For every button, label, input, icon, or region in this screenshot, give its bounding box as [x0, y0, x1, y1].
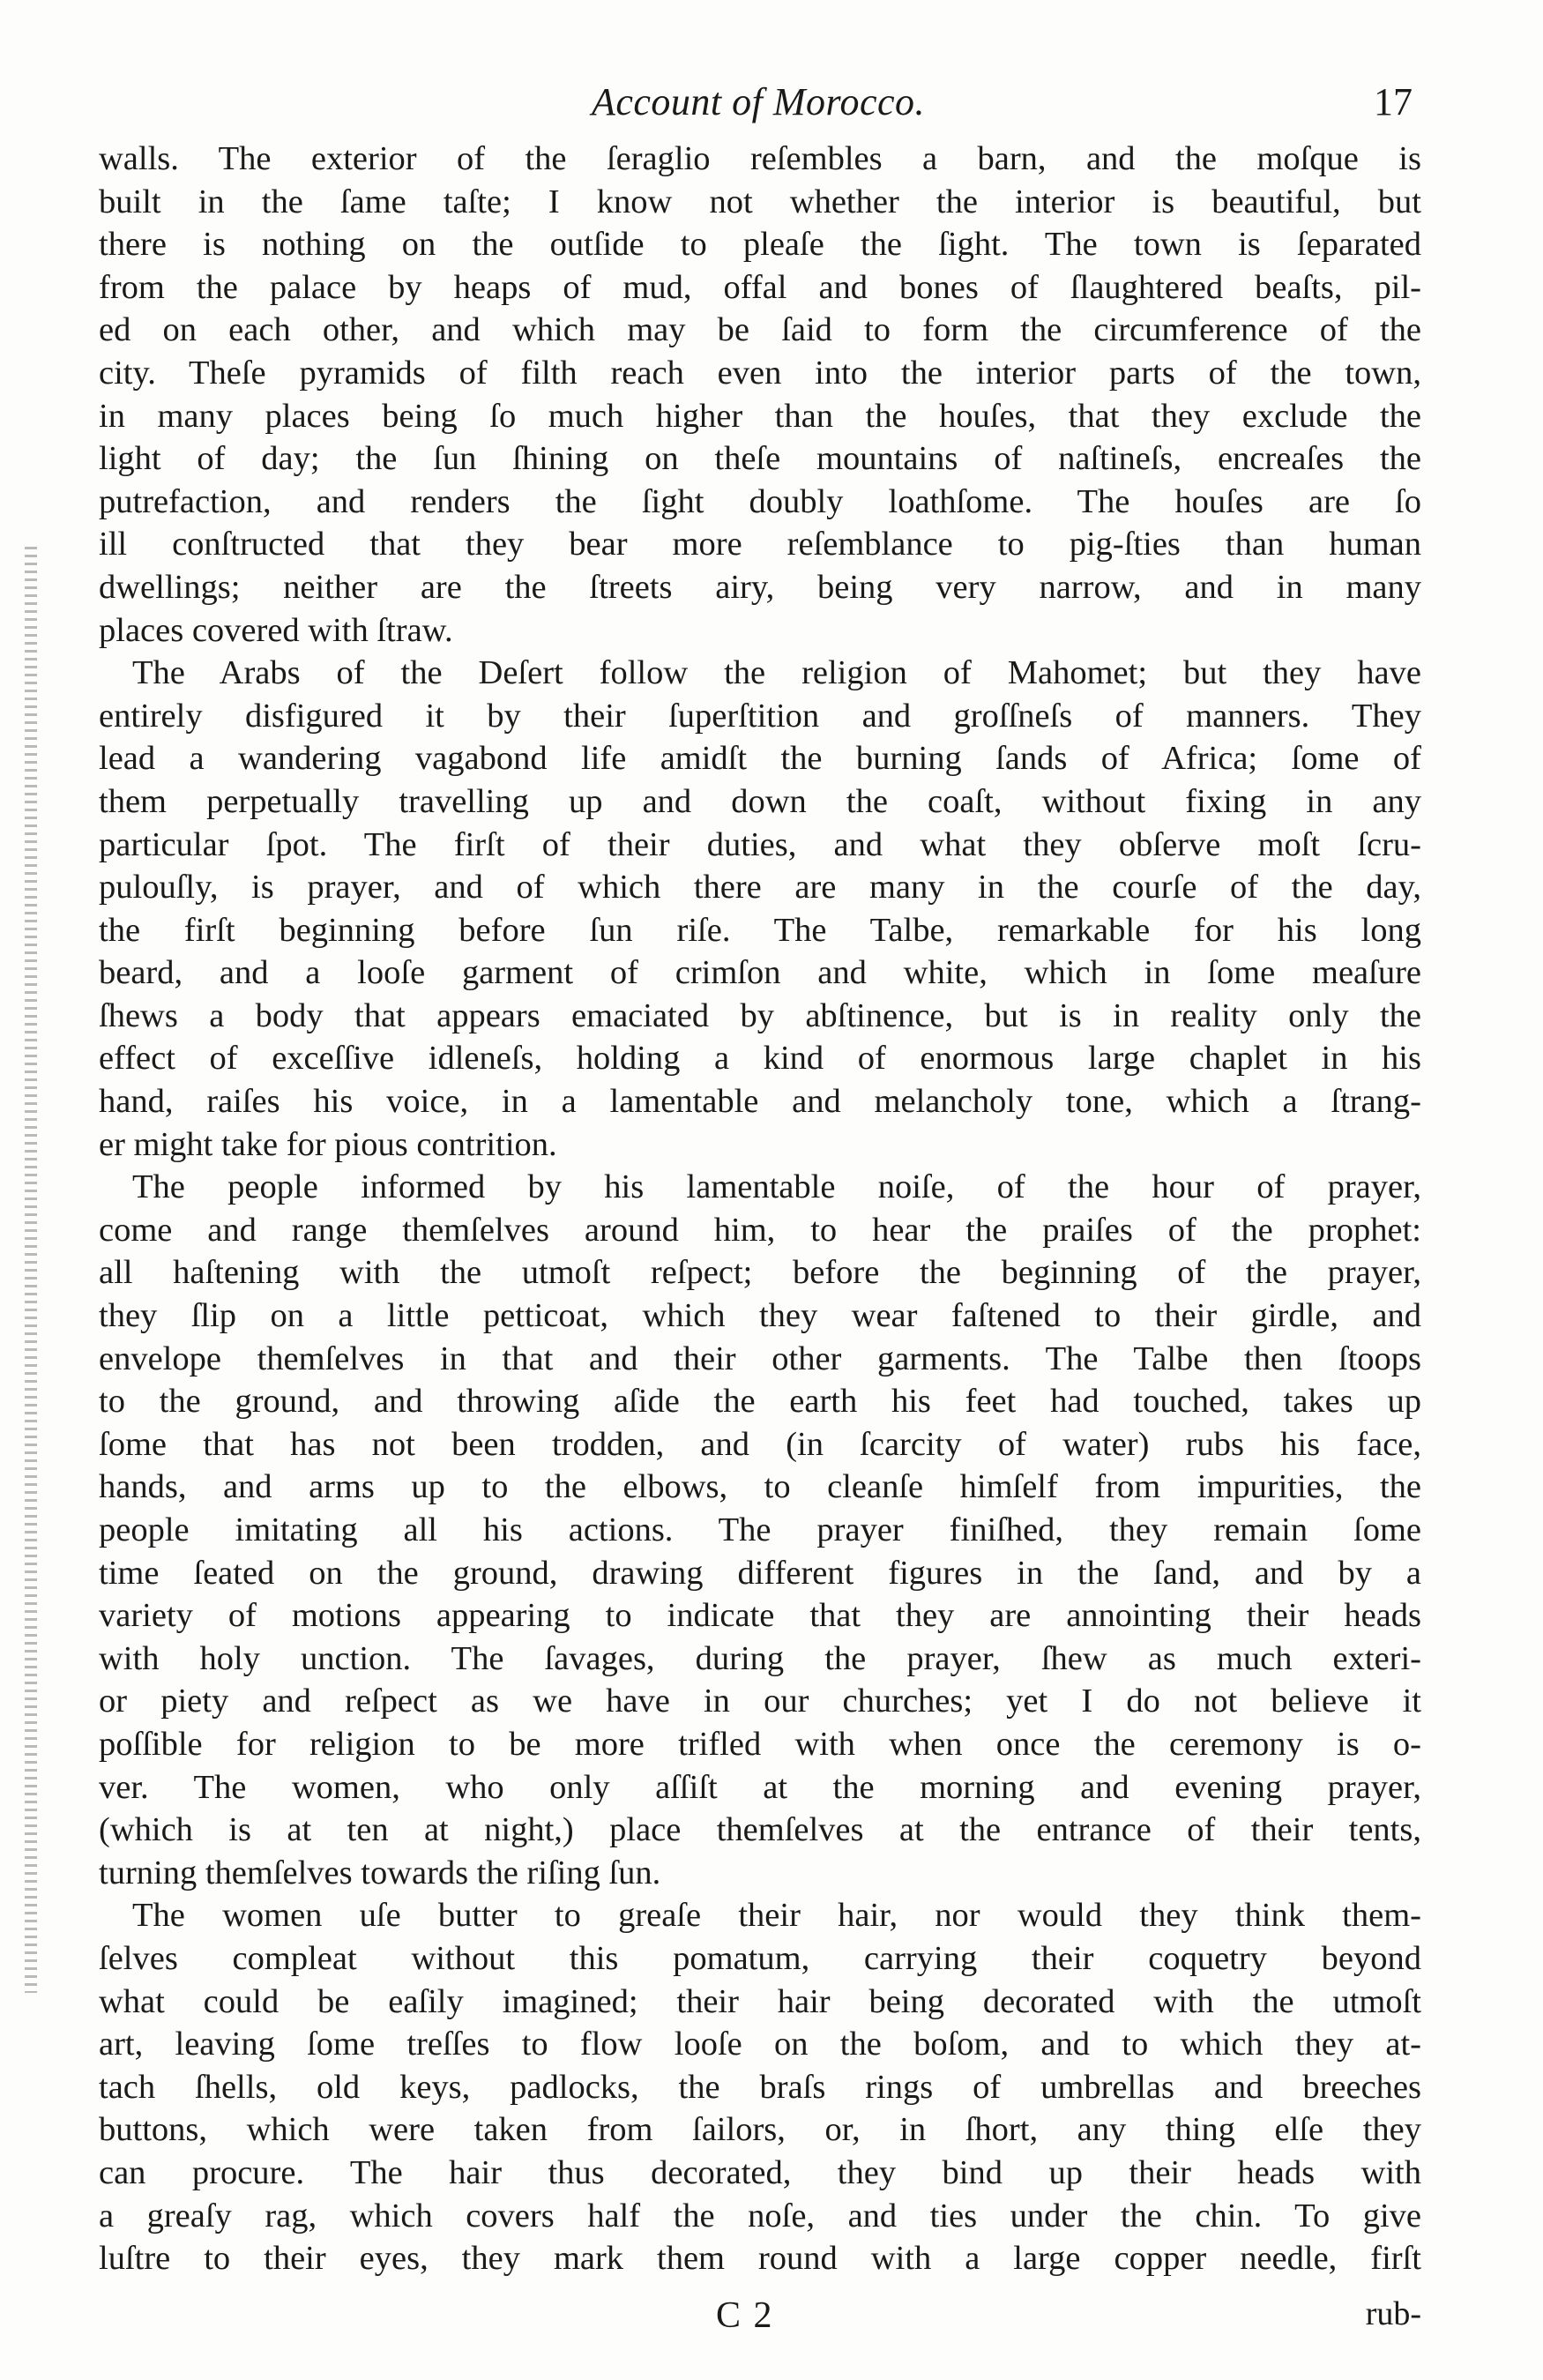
text-line: variety of motions appearing to indicate that they are annointing their heads — [99, 1597, 1421, 1635]
text-line: art, leaving ſome treſſes to flow looſe on the boſom, and to which they at- — [99, 2026, 1421, 2063]
text-line: them perpetually travelling up and down the coaſt, without fixing in any — [99, 782, 1421, 820]
paragraph — [99, 1894, 1421, 2279]
text-line: city. Theſe pyramids of filth reach even into the interior parts of the town, — [99, 354, 1421, 392]
text-line: all haſtening with the utmoſt reſpect; before the beginning of the prayer, — [99, 1254, 1421, 1292]
paragraph — [99, 1166, 1421, 1894]
text-line: people imitating all his actions. The prayer finiſhed, they remain ſome — [99, 1511, 1421, 1548]
body-text — [99, 138, 1421, 2280]
text-line: hands, and arms up to the elbows, to cleanſe himſelf from impurities, the — [99, 1468, 1421, 1506]
text-line: ill conſtructed that they bear more reſemblance to pig-ſties than human — [99, 526, 1421, 563]
text-line: they ſlip on a little petticoat, which they wear faſtened to their girdle, and — [99, 1297, 1421, 1335]
text-line: turning themſelves towards the riſing ſun. — [99, 1854, 661, 1891]
text-line: The Arabs of the Deſert follow the religion of Mahomet; but they have — [132, 654, 1421, 692]
text-line: a greaſy rag, which covers half the noſe, and ties under the chin. To give — [99, 2197, 1421, 2235]
page-footer — [99, 2294, 1421, 2347]
text-line: with holy unction. The ſavages, during the prayer, ſhew as much exteri- — [99, 1639, 1421, 1677]
text-line: The people informed by his lamentable noiſe, of the hour of prayer, — [132, 1168, 1421, 1206]
text-line: The women uſe butter to greaſe their hair, nor would they think them- — [132, 1897, 1421, 1935]
signature-mark: C 2 — [716, 2295, 774, 2336]
page-number: 17 — [1374, 80, 1413, 123]
text-line: in many places being ſo much higher than the houſes, that they exclude the — [99, 397, 1421, 435]
text-line: ſhews a body that appears emaciated by abſtinence, but is in reality only the — [99, 996, 1421, 1034]
text-line: or piety and reſpect as we have in our churches; yet I do not believe it — [99, 1682, 1421, 1720]
running-head: Account of Morocco. — [591, 80, 926, 123]
text-line: what could be eaſily imagined; their hair being decorated with the utmoſt — [99, 1982, 1421, 2020]
catchword: rub- — [1365, 2295, 1421, 2332]
text-line: the firſt beginning before ſun riſe. The Talbe, remarkable for his long — [99, 911, 1421, 949]
text-line: er might take for pious contrition. — [99, 1125, 557, 1163]
text-line: ſome that has not been trodden, and (in ſcarcity of water) rubs his face, — [99, 1425, 1421, 1463]
text-line: tach ſhells, old keys, padlocks, the braſs rings of umbrellas and breeches — [99, 2068, 1421, 2106]
text-line: luſtre to their eyes, they mark them round with a large copper needle, firſt — [99, 2240, 1421, 2278]
text-line: to the ground, and throwing aſide the earth his feet had touched, takes up — [99, 1383, 1421, 1421]
text-line: ed on each other, and which may be ſaid to form the circumference of the — [99, 311, 1421, 349]
page-header — [88, 62, 1428, 141]
text-line: ver. The women, who only aſſiſt at the morning and evening prayer, — [99, 1768, 1421, 1806]
text-line: beard, and a looſe garment of crimſon and white, which in ſome meaſure — [99, 954, 1421, 992]
text-line: dwellings; neither are the ſtreets airy, being very narrow, and in many — [99, 568, 1421, 606]
text-line: entirely disfigured it by their ſuperſtition and groſſneſs of manners. They — [99, 697, 1421, 735]
text-line: light of day; the ſun ſhining on theſe mountains of naſtineſs, encreaſes the — [99, 440, 1421, 478]
text-line: (which is at ten at night,) place themſelves at the entrance of their tents, — [99, 1811, 1421, 1849]
text-line: walls. The exterior of the ſeraglio reſembles a barn, and the moſque is — [99, 140, 1421, 177]
text-line: can procure. The hair thus decorated, they bind up their heads with — [99, 2153, 1421, 2191]
text-line: hand, raiſes his voice, in a lamentable and melancholy tone, which a ſtrang- — [99, 1083, 1421, 1121]
text-line: places covered with ſtraw. — [99, 611, 453, 649]
text-line: effect of exceſſive idleneſs, holding a kind of enormous large chaplet in his — [99, 1040, 1421, 1078]
text-line: poſſible for religion to be more trifled with when once the ceremony is o- — [99, 1725, 1421, 1763]
paragraph — [99, 652, 1421, 1166]
text-line: buttons, which were taken from ſailors, or, in ſhort, any thing elſe they — [99, 2111, 1421, 2149]
text-line: come and range themſelves around him, to hear the praiſes of the prophet: — [99, 1211, 1421, 1249]
text-line: putrefaction, and renders the ſight doubly loathſome. The houſes are ſo — [99, 482, 1421, 520]
text-line: time ſeated on the ground, drawing different figures in the ſand, and by a — [99, 1554, 1421, 1592]
gutter-shadow — [25, 547, 37, 1993]
text-line: ſelves compleat without this pomatum, carrying their coquetry beyond — [99, 1939, 1421, 1977]
text-line: built in the ſame taſte; I know not whether the interior is beautiful, but — [99, 183, 1421, 220]
text-line: envelope themſelves in that and their other garments. The Talbe then ſtoops — [99, 1339, 1421, 1377]
text-line: from the palace by heaps of mud, offal and bones of ſlaughtered beaſts, pil- — [99, 268, 1421, 306]
text-line: there is nothing on the outſide to pleaſe the ſight. The town is ſeparated — [99, 226, 1421, 264]
text-line: particular ſpot. The firſt of their duties, and what they obſerve moſt ſcru- — [99, 825, 1421, 863]
text-line: lead a wandering vagabond life amidſt the burning ſands of Africa; ſome of — [99, 740, 1421, 778]
paragraph — [99, 138, 1421, 652]
text-line: pulouſly, is prayer, and of which there are many in the courſe of the day, — [99, 869, 1421, 906]
